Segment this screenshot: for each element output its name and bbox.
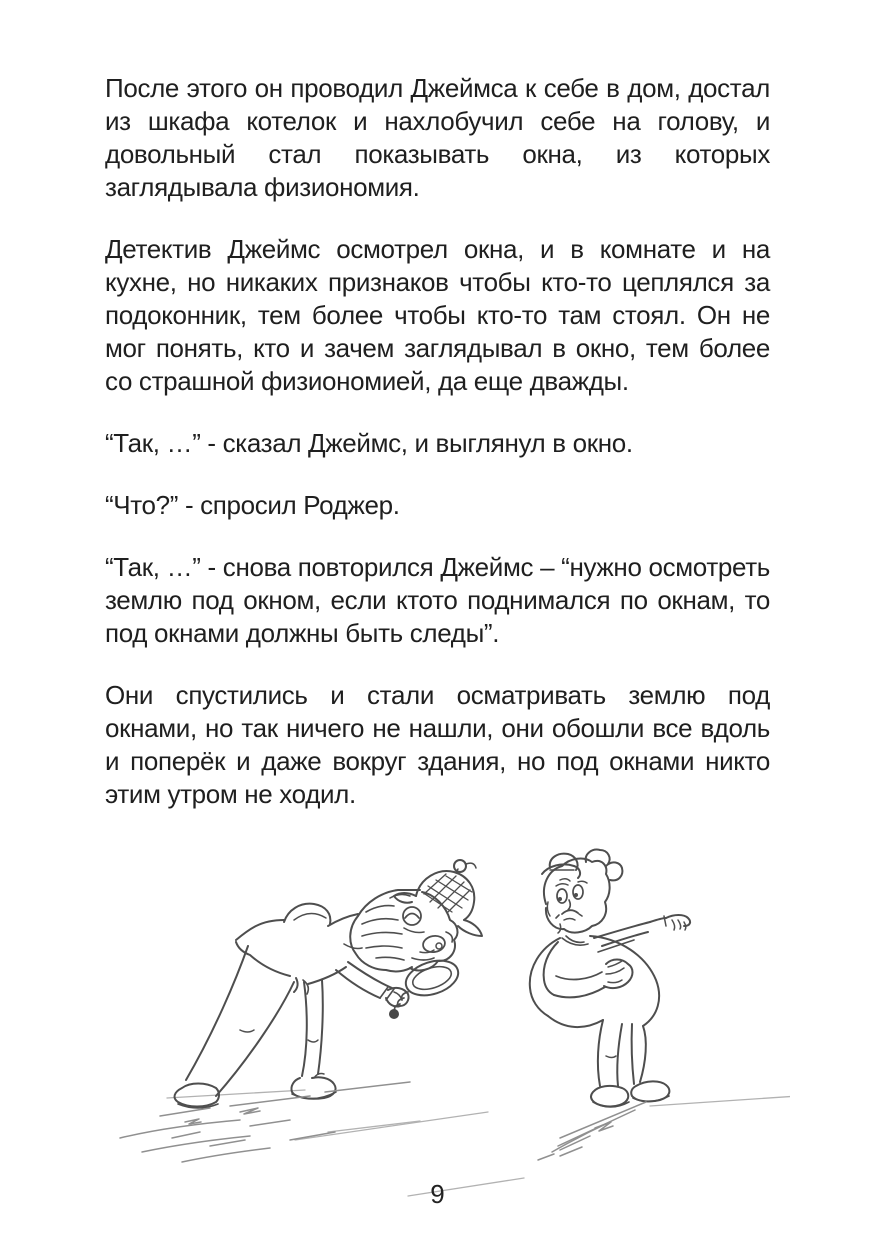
- ground-scribbles-left: [120, 1082, 410, 1162]
- ground-scribbles-right: [538, 1102, 646, 1160]
- illustration-sketch: [90, 840, 790, 1200]
- magnifying-glass-icon: [389, 954, 463, 1019]
- paragraph-2: Детектив Джеймс осмотрел окна, и в комнате и на кухне, но никаких признаков чтобы кто-то цеплялся за подоконник, тем более чтобы кто-то там стоял. Он не мог понять, кто и зачем заглядывал в окно, тем более со страшной физиономией, да еще дважды.: [105, 234, 770, 396]
- paragraph-3: Они спустились и стали осматривать землю под окнами, но так ничего не нашли, они обошли все вдоль и поперёк и даже вокруг здания, но под окнами никто этим утром не ходил.: [105, 680, 770, 809]
- paragraph-1: После этого он проводил Джеймса к себе в дом, достал из шкафа котелок и нахлобучил себе на голову, и довольный стал показывать окна, из которых заглядывала физиономия.: [105, 73, 770, 202]
- paragraph-dialogue-roger: “Что?” - спросил Роджер.: [105, 490, 400, 520]
- paragraph-dialogue-james-2: “Так, …” - снова повторился Джеймс – “нужно осмотреть землю под окном, если ктото поднимался по окнам, то под окнами должны быть следы”.: [105, 552, 770, 648]
- detective-figure: [175, 860, 482, 1108]
- roger-figure: [530, 850, 690, 1107]
- paragraph-dialogue-james: “Так, …” - сказал Джеймс, и выглянул в окно.: [105, 428, 633, 458]
- page-number: 9: [430, 1179, 445, 1209]
